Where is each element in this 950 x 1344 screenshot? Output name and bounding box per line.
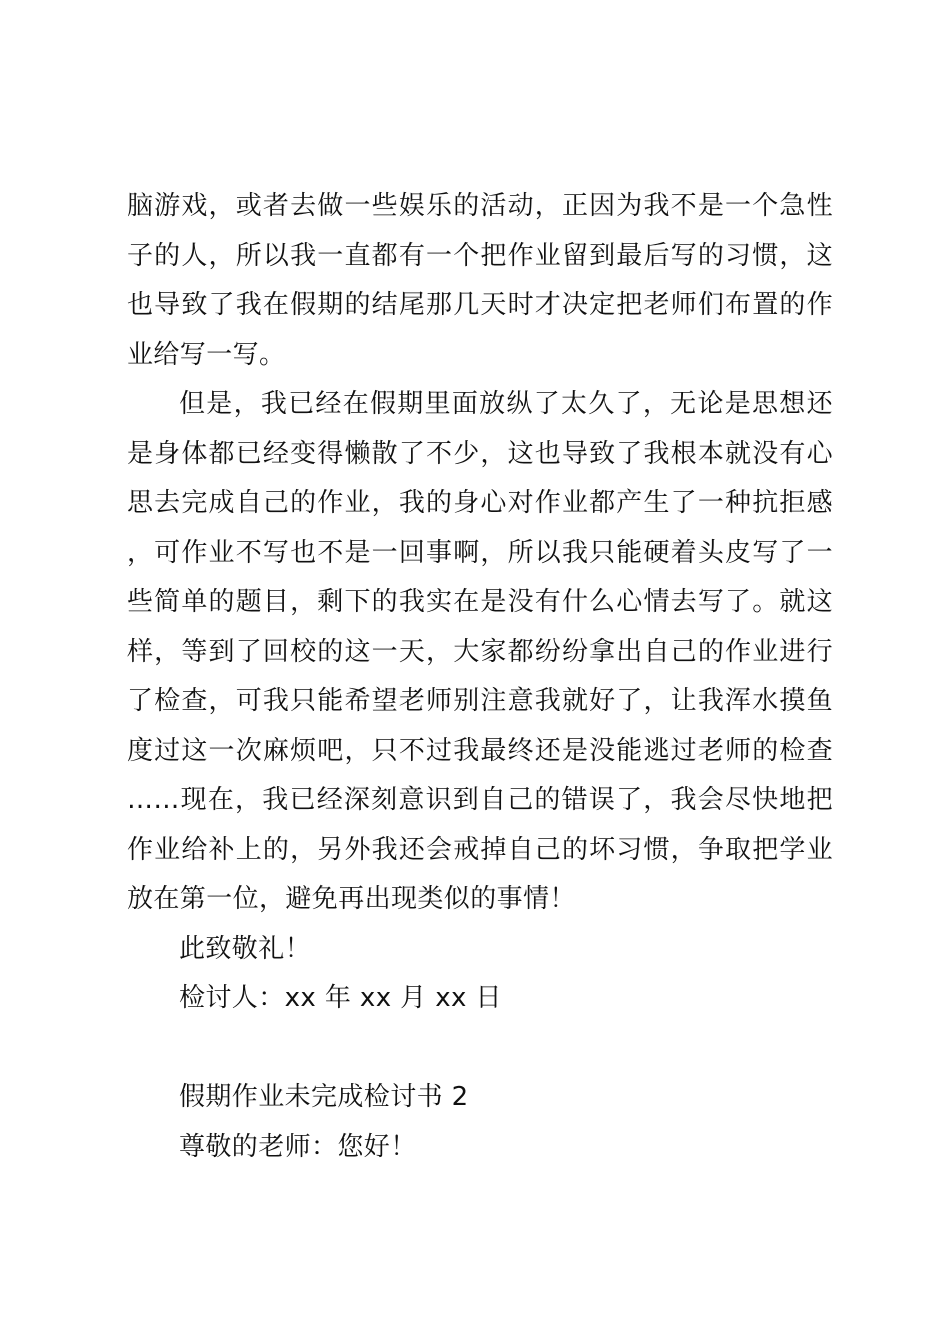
closing-line: 此致敬礼！	[179, 933, 312, 964]
paragraph-main: 但是，我已经在假期里面放纵了太久了，无论是思想还是身体都已经变得懒散了不少，这也导致了我根本就没有心思去完成自己的作业，我的身心对作业都产生了一种抗拒感，可作业不写也不是一回事啊，所以我只能硬着头皮写了一些简单的题目，剩下的我实在是没有什么心情去写了。就这样，等到了回校的这一天，大家都纷纷拿出自己的作业进行了检查，可我只能希望老师别注意我就好了，让我浑水摸鱼度过这一次麻烦吧，只不过我最终还是没能逃过老师的检查……现在，我已经深刻意识到自己的错误了，我会尽快地把作业给补上的，另外我还会戒掉自己的坏习惯，争取把学业放在第一位，避免再出现类似的事情！	[127, 389, 833, 914]
section-title: 假期作业未完成检讨书 2	[179, 1082, 469, 1112]
greeting-line: 尊敬的老师：您好！	[179, 1131, 417, 1162]
paragraph-continuation: 脑游戏，或者去做一些娱乐的活动，正因为我不是一个急性子的人，所以我一直都有一个把作业留到最后写的习惯，这也导致了我在假期的结尾那几天时才决定把老师们布置的作业给写一写。	[127, 191, 833, 370]
document-body	[127, 182, 833, 1172]
signature-line: 检讨人：xx 年 xx 月 xx 日	[179, 983, 502, 1013]
blank-line	[127, 1024, 833, 1074]
